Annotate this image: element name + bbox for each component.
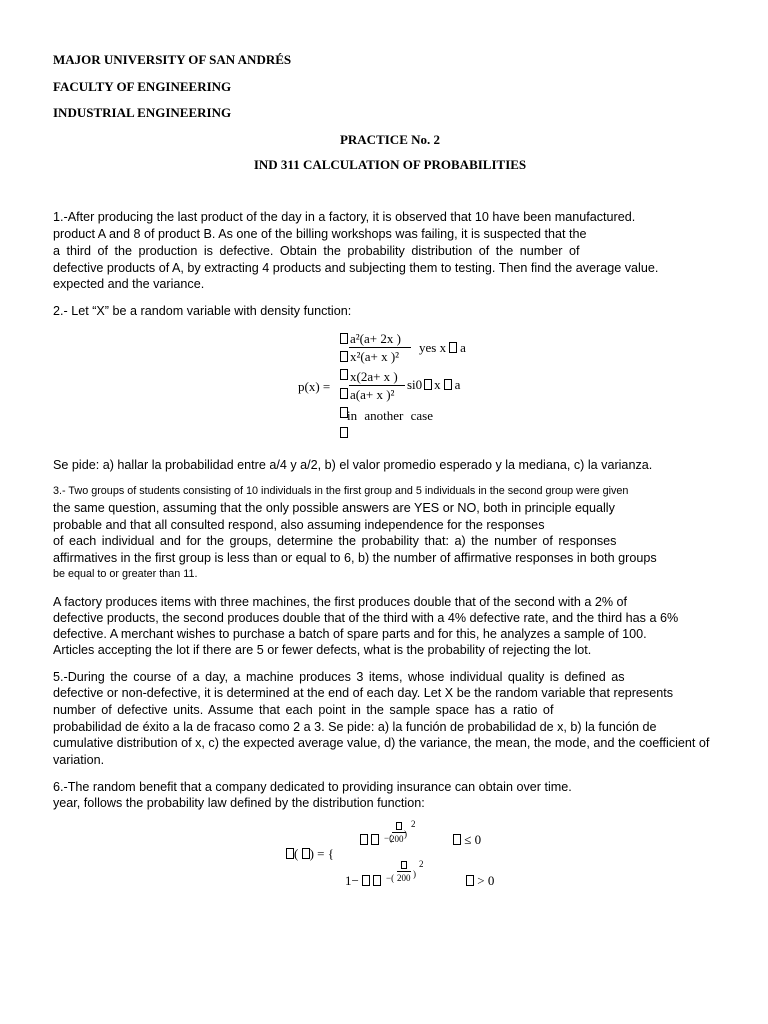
fraction-bar	[349, 385, 405, 386]
formula-lhs: p(x) =	[298, 379, 331, 394]
case-3-condition: in another case	[347, 408, 433, 423]
case-1-condition: yes x a	[419, 340, 466, 355]
problem-5-line: 5.-During the course of a day, a machine produces 3 items, whose individual quality is defined as	[53, 670, 625, 684]
brace-glyph	[340, 333, 348, 344]
case-2-denominator: 200	[397, 873, 411, 883]
problem-3-line: affirmatives in the first group is less than or equal to 6, b) the number of affirmative responses in both groups	[53, 551, 657, 565]
fraction-bar	[349, 347, 411, 348]
practice-title: PRACTICE No. 2	[339, 132, 441, 147]
case-1-close: )	[404, 829, 407, 839]
brace-glyph	[340, 388, 348, 399]
problem-1-line: 1.-After producing the last product of the day in a factory, it is observed that 10 have been manufactured.	[53, 210, 636, 224]
case-2-numerator: x(2a+ x )	[350, 369, 398, 384]
problem-4-line: defective. A merchant wishes to purchase a batch of spare parts and for this, he analyzes a sample of 100.	[53, 627, 647, 641]
problem-3-line: be equal to or greater than 11.	[53, 568, 198, 580]
case-2-condition: si0 x a	[407, 377, 461, 392]
problem-3-line: probable and that all consulted respond, also assuming independence for the responses	[53, 518, 545, 532]
case-1-exponent: −(	[384, 833, 393, 843]
case-1-denominator: x²(a+ x )²	[350, 349, 400, 364]
problem-3-line: the same question, assuming that the only possible answers are YES or NO, both in principle equally	[53, 501, 615, 515]
problem-6-line: year, follows the probability law defined by the distribution function:	[53, 796, 425, 810]
frac-num-glyph	[401, 860, 407, 870]
exp-glyph	[371, 834, 379, 845]
brace-glyph	[340, 351, 348, 362]
exp-glyph	[360, 834, 368, 845]
course-title: IND 311 CALCULATION OF PROBABILITIES	[253, 157, 527, 172]
problem-5-line: variation.	[53, 753, 105, 767]
problem-1-line: a third of the production is defective. Obtain the probability distribution of the number of	[53, 244, 580, 258]
case-2-denominator: a(a+ x )²	[350, 387, 395, 402]
variable-glyph	[302, 848, 310, 859]
case-2-condition: > 0	[466, 873, 494, 889]
variable-glyph	[401, 861, 407, 869]
case-1-numerator: a²(a+ 2x )	[350, 331, 401, 346]
problem-3-line: of each individual and for the groups, determine the probability that: a) the number of responses	[53, 534, 617, 548]
problem-4-line: A factory produces items with three machines, the first produces double that of the second with a 2% of	[53, 595, 628, 609]
university-name: MAJOR UNIVERSITY OF SAN ANDRÉS	[53, 52, 292, 67]
problem-2-intro: 2.- Let “X” be a random variable with density function:	[53, 304, 352, 318]
case-2-exponent: −(	[386, 873, 395, 883]
problem-3-line: 3.- Two groups of students consisting of 10 individuals in the first group and 5 individuals in the second group were given	[53, 485, 629, 497]
problem-5-line: cumulative distribution of x, c) the expected average value, d) the variance, the mean, the mode, and the coefficient of	[53, 736, 710, 750]
operator-glyph	[449, 342, 457, 353]
problem-4-line: Articles accepting the lot if there are 5 or fewer defects, what is the probability of rejecting the lot.	[53, 643, 592, 657]
problem-6-line: 6.-The random benefit that a company dedicated to providing insurance can obtain over time.	[53, 780, 572, 794]
variable-glyph	[396, 822, 402, 830]
case-1-square: 2	[411, 819, 416, 829]
problem-4-line: defective products, the second produces double that of the third with a 4% defective rate, and the third has a 6%	[53, 611, 679, 625]
variable-glyph	[466, 875, 474, 886]
case-2-close: )	[413, 869, 416, 879]
brace-glyph	[340, 369, 348, 380]
faculty-name: FACULTY OF ENGINEERING	[53, 79, 232, 94]
problem-5-line: number of defective units. Assume that each point in the sample space has a ratio of	[53, 703, 554, 717]
problem-1-line: product A and 8 of product B. As one of the billing workshops was failing, it is suspected that the	[53, 227, 587, 241]
variable-glyph	[453, 834, 461, 845]
brace-glyph	[340, 427, 348, 438]
case-2-square: 2	[419, 859, 424, 869]
problem-5-line: defective or non-defective, it is determined at the end of each day. Let X be the random variable that represents	[53, 686, 674, 700]
frac-num-glyph	[396, 821, 402, 831]
problem-2-ask: Se pide: a) hallar la probabilidad entre a/4 y a/2, b) el valor promedio esperado y la mediana, c) la varianza.	[53, 458, 653, 472]
exp-glyph	[373, 875, 381, 886]
case-1-condition: ≤ 0	[453, 832, 481, 848]
formula-lhs: ( ) = {	[286, 846, 334, 862]
fraction-bar	[397, 871, 411, 872]
operator-glyph	[444, 379, 452, 390]
problem-1-line: defective products of A, by extracting 4 products and subjecting them to testing. Then find the average value.	[53, 261, 659, 275]
case-1-expression	[360, 832, 379, 848]
case-2-expression: 1−	[345, 873, 381, 889]
problem-1-line: expected and the variance.	[53, 277, 205, 291]
case-1-denominator: 200	[390, 834, 404, 844]
career-name: INDUSTRIAL ENGINEERING	[53, 105, 232, 120]
exp-glyph	[362, 875, 370, 886]
operator-glyph	[424, 379, 432, 390]
problem-5-line: probabilidad de éxito a la de fracaso como 2 a 3. Se pide: a) la función de probabilidad de x, b) la función de	[53, 720, 657, 734]
function-glyph	[286, 848, 294, 859]
